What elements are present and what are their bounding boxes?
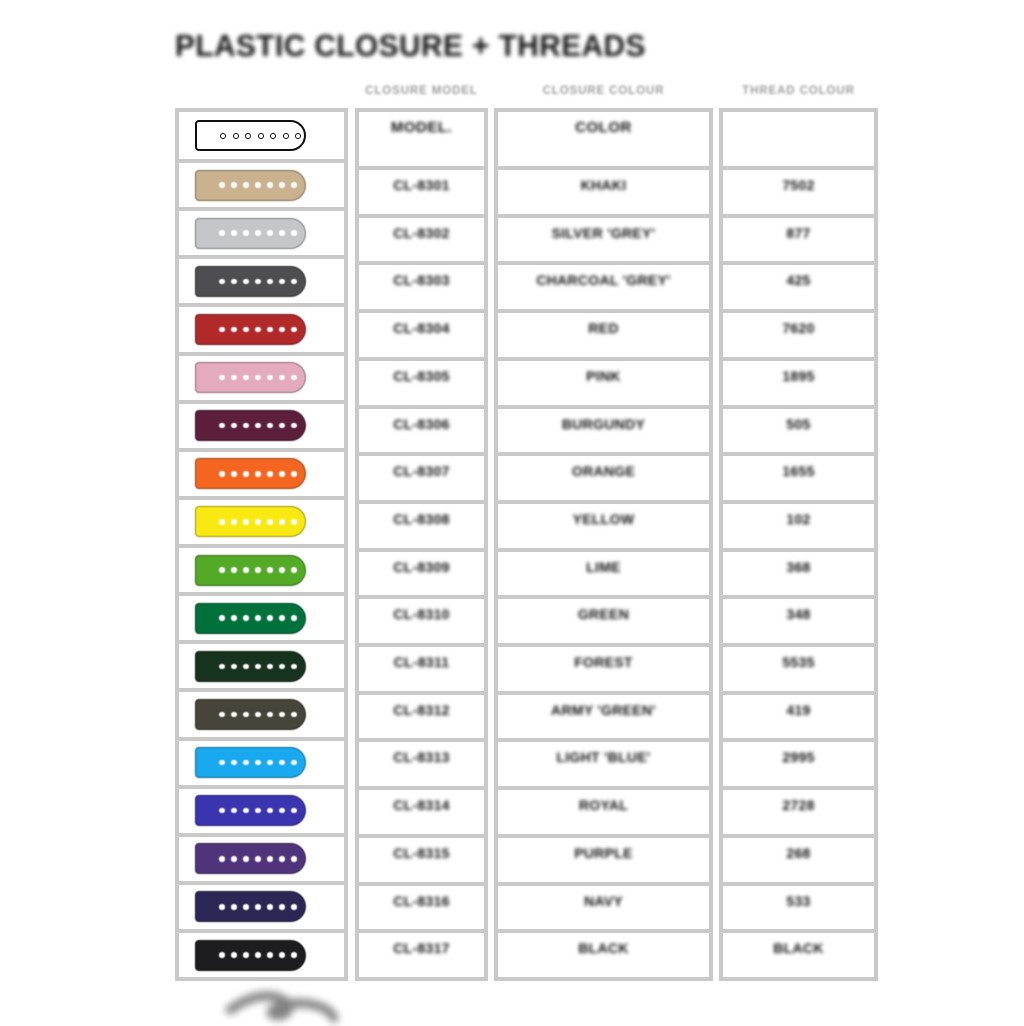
stitch-dot: [279, 471, 285, 477]
stitch-dot: [231, 615, 237, 621]
stitch-dots: [219, 471, 297, 477]
table-row-model-cell: [359, 500, 484, 548]
closure-outline-swatch-icon: [195, 120, 306, 151]
color-name-value: BLACK: [578, 940, 629, 957]
table-row-thread-cell: [723, 261, 874, 309]
stitch-dot: [243, 567, 249, 573]
stitch-dot: [243, 423, 249, 429]
model-value: CL-8309: [393, 558, 450, 575]
stitch-dot: [219, 519, 225, 525]
stitch-dot: [231, 519, 237, 525]
model-value: CL-8305: [393, 367, 450, 384]
stitch-dots: [219, 423, 297, 429]
model-value: CL-8315: [393, 844, 450, 861]
stitch-dot: [219, 471, 225, 477]
stitch-dot: [291, 712, 297, 718]
stitch-dot: [279, 279, 285, 285]
table-row-model-cell: [359, 595, 484, 643]
stitch-dot: [243, 952, 249, 958]
stitch-dot: [219, 230, 225, 236]
stitch-dot: [267, 808, 273, 814]
thread-code-value: 1655: [782, 463, 815, 480]
thread-code-value: BLACK: [773, 940, 824, 957]
stitch-dot: [231, 664, 237, 670]
stitch-dot: [291, 375, 297, 381]
stitch-dot: [219, 904, 225, 910]
closure-strap-swatch-icon: [195, 699, 306, 730]
stitch-dot: [231, 327, 237, 333]
table-row-thread-cell: [723, 452, 874, 500]
stitch-dot: [291, 279, 297, 285]
stitch-dot: [255, 279, 261, 285]
closure-strap-swatch-icon: [195, 362, 306, 393]
stitch-dots: [220, 133, 301, 139]
closure-strap-swatch-icon: [195, 506, 306, 537]
color-name-value: PURPLE: [574, 844, 633, 861]
stitch-dot: [255, 519, 261, 525]
stitch-dot: [267, 471, 273, 477]
color-name-value: ARMY 'GREEN': [551, 701, 656, 718]
stitch-dot: [255, 567, 261, 573]
closure-strap-swatch-icon: [195, 843, 306, 874]
color-name-value: YELLOW: [572, 510, 635, 527]
stitch-dots: [219, 856, 297, 862]
table-row-model-cell: [359, 882, 484, 930]
stitch-dot: [219, 182, 225, 188]
stitch-dot: [291, 567, 297, 573]
stitch-dot: [231, 182, 237, 188]
table-row-thread-cell: [723, 691, 874, 739]
stitch-dot: [243, 327, 249, 333]
closure-strap-swatch-icon: [195, 458, 306, 489]
closure-strap-swatch-icon: [195, 266, 306, 297]
stitch-dots: [219, 952, 297, 958]
thread-code-value: 5535: [782, 654, 815, 671]
model-value: CL-8301: [393, 177, 450, 193]
closure-strap-swatch-icon: [195, 795, 306, 826]
table-row-color-cell: [498, 548, 709, 596]
color-name-value: BURGUNDY: [561, 415, 646, 432]
table-row-model-cell: [359, 786, 484, 834]
table-row-model-cell: [359, 214, 484, 262]
stitch-dot: [255, 856, 261, 862]
stitch-dot: [219, 952, 225, 958]
table-row-model-cell: [359, 548, 484, 596]
table-row-thread-cell: [723, 882, 874, 930]
stitch-dot: [279, 856, 285, 862]
table-row-color-cell: [498, 166, 709, 214]
table-row-model-cell: [359, 309, 484, 357]
stitch-dot: [267, 856, 273, 862]
stitch-dot: [243, 856, 249, 862]
stitch-dot: [291, 471, 297, 477]
table-row-color-cell: [498, 309, 709, 357]
model-value: CL-8316: [393, 892, 450, 909]
stitch-dot: [243, 279, 249, 285]
header-swatch-cell: [179, 112, 344, 159]
stitch-dot: [279, 904, 285, 910]
stitch-dot: [255, 712, 261, 718]
color-name-value: KHAKI: [580, 177, 627, 193]
stitch-dot: [291, 327, 297, 333]
table-row-model-cell: [359, 357, 484, 405]
closure-strap-swatch-icon: [195, 747, 306, 778]
stitch-dot: [255, 808, 261, 814]
table-row-color-cell: [498, 691, 709, 739]
stitch-dot: [219, 567, 225, 573]
stitch-dot: [291, 952, 297, 958]
stitch-dot: [279, 567, 285, 573]
table-row-model-cell: [359, 834, 484, 882]
stitch-dots: [219, 279, 297, 285]
table-row-thread-cell: [723, 786, 874, 834]
table-row-swatch-cell: [179, 255, 344, 303]
table-row-color-cell: [498, 738, 709, 786]
stitch-dot: [267, 952, 273, 958]
stitch-dot: [255, 182, 261, 188]
table-row-color-cell: [498, 357, 709, 405]
stitch-dot: [267, 279, 273, 285]
table-row-color-cell: [498, 882, 709, 930]
stitch-dots: [219, 615, 297, 621]
stitch-dot: [291, 182, 297, 188]
stitch-dot: [267, 327, 273, 333]
stitch-dot: [255, 230, 261, 236]
color-name-value: NAVY: [583, 892, 624, 909]
table-row-color-cell: [498, 929, 709, 977]
table-row-thread-cell: [723, 214, 874, 262]
color-name-value: LIGHT 'BLUE': [556, 749, 651, 766]
model-value: CL-8317: [393, 940, 450, 957]
stitch-dot: [279, 230, 285, 236]
model-value: CL-8310: [393, 606, 450, 623]
thread-code-value: 425: [786, 272, 811, 289]
section-header-closure-colour: CLOSURE COLOUR: [542, 85, 665, 97]
stitch-dot: [255, 423, 261, 429]
model-value: CL-8307: [393, 463, 450, 480]
color-name-value: RED: [588, 320, 619, 337]
closure-strap-swatch-icon: [195, 891, 306, 922]
stitch-dot: [267, 375, 273, 381]
table-row-swatch-cell: [179, 496, 344, 544]
header-color-cell: [498, 112, 709, 166]
model-value: CL-8311: [393, 654, 450, 671]
color-name-value: GREEN: [577, 606, 630, 623]
table-row-thread-cell: [723, 738, 874, 786]
table-row-swatch-cell: [179, 303, 344, 351]
table-row-thread-cell: [723, 643, 874, 691]
table-row-swatch-cell: [179, 833, 344, 881]
model-value: CL-8312: [393, 701, 450, 718]
stitch-dot: [219, 279, 225, 285]
table-row-swatch-cell: [179, 785, 344, 833]
table-row-thread-cell: [723, 166, 874, 214]
closure-strap-swatch-icon: [195, 651, 306, 682]
color-name-value: SILVER 'GREY': [551, 224, 656, 241]
stitch-dots: [219, 904, 297, 910]
table-row-model-cell: [359, 166, 484, 214]
table-row-swatch-cell: [179, 592, 344, 640]
table-row-color-cell: [498, 643, 709, 691]
stitch-dot: [231, 567, 237, 573]
color-header-label: COLOR: [575, 119, 632, 136]
color-name-value: ROYAL: [578, 797, 629, 814]
stitch-dot: [279, 952, 285, 958]
stitch-dot: [219, 856, 225, 862]
header-model-cell: [359, 112, 484, 166]
stitch-dot: [231, 856, 237, 862]
stitch-dot: [279, 760, 285, 766]
stitch-dot: [279, 423, 285, 429]
stitch-dot: [291, 808, 297, 814]
stitch-dots: [219, 808, 297, 814]
closure-strap-swatch-icon: [195, 555, 306, 586]
stitch-dots: [219, 760, 297, 766]
color-name-value: CHARCOAL 'GREY': [536, 272, 671, 289]
color-name-value: LIME: [586, 558, 621, 575]
stitch-dot: [219, 712, 225, 718]
model-value: CL-8314: [393, 797, 450, 814]
stitch-dot: [219, 808, 225, 814]
stitch-dot: [255, 615, 261, 621]
stitch-dot: [279, 712, 285, 718]
stitch-dot: [231, 423, 237, 429]
thread-code-value: 102: [786, 510, 811, 527]
closure-strap-swatch-icon: [195, 940, 306, 971]
table-row-color-cell: [498, 786, 709, 834]
stitch-dots: [219, 327, 297, 333]
closure-strap-swatch-icon: [195, 410, 306, 441]
stitch-dot: [291, 760, 297, 766]
table-row-swatch-cell: [179, 159, 344, 207]
stitch-dot: [279, 519, 285, 525]
section-header-closure-model: CLOSURE MODEL: [365, 85, 478, 97]
closure-strap-swatch-icon: [195, 314, 306, 345]
stitch-dot: [291, 904, 297, 910]
stitch-dot: [231, 279, 237, 285]
stitch-dot: [291, 519, 297, 525]
stitch-dot: [291, 664, 297, 670]
stitch-dot: [243, 904, 249, 910]
stitch-dot: [219, 615, 225, 621]
stitch-dot: [267, 567, 273, 573]
table-row-model-cell: [359, 929, 484, 977]
stitch-dot: [231, 471, 237, 477]
stitch-dots: [219, 230, 297, 236]
closure-strap-swatch-icon: [195, 218, 306, 249]
stitch-dot: [255, 952, 261, 958]
stitch-dot: [255, 375, 261, 381]
stitch-dot: [231, 230, 237, 236]
stitch-dots: [219, 519, 297, 525]
stitch-dot: [267, 760, 273, 766]
stitch-dot: [231, 904, 237, 910]
stitch-dot: [267, 712, 273, 718]
stitch-dot: [291, 423, 297, 429]
table-row-model-cell: [359, 405, 484, 453]
table-row-thread-cell: [723, 595, 874, 643]
stitch-dot: [279, 615, 285, 621]
stitch-dot: [219, 375, 225, 381]
closure-strap-swatch-icon: [195, 170, 306, 201]
stitch-dot: [219, 327, 225, 333]
stitch-dot: [243, 519, 249, 525]
table-row-color-cell: [498, 214, 709, 262]
stitch-dot: [291, 856, 297, 862]
table-row-swatch-cell: [179, 640, 344, 688]
stitch-dots: [219, 375, 297, 381]
table-row-swatch-cell: [179, 929, 344, 977]
stitch-dot: [243, 375, 249, 381]
closure-strap-swatch-icon: [195, 603, 306, 634]
stitch-dot: [219, 760, 225, 766]
stitch-dot: [243, 182, 249, 188]
thread-code-value: 505: [786, 415, 811, 432]
stitch-dots: [219, 664, 297, 670]
table-row-swatch-cell: [179, 448, 344, 496]
table-row-thread-cell: [723, 309, 874, 357]
color-name-column: [494, 108, 713, 981]
stitch-dot: [291, 230, 297, 236]
stitch-dot: [279, 375, 285, 381]
header-thread-cell: [723, 112, 874, 166]
model-header-label: MODEL.: [390, 119, 453, 136]
stitch-dot: [267, 664, 273, 670]
section-header-thread-colour: THREAD COLOUR: [742, 85, 855, 97]
stitch-dot: [219, 664, 225, 670]
color-name-value: PINK: [586, 367, 621, 384]
stitch-dot: [279, 664, 285, 670]
stitch-dot: [279, 808, 285, 814]
stitch-dots: [219, 182, 297, 188]
stitch-dot: [255, 760, 261, 766]
table-row-thread-cell: [723, 405, 874, 453]
thread-code-column: [719, 108, 878, 981]
color-name-value: ORANGE: [571, 463, 636, 480]
stitch-dot: [255, 904, 261, 910]
table-row-swatch-cell: [179, 544, 344, 592]
stitch-dot: [231, 375, 237, 381]
stitch-dot: [267, 230, 273, 236]
swatch-column: [175, 108, 348, 981]
model-value: CL-8303: [393, 272, 450, 289]
stitch-dot: [231, 808, 237, 814]
stitch-dot: [243, 664, 249, 670]
table-row-color-cell: [498, 834, 709, 882]
table-row-thread-cell: [723, 357, 874, 405]
table-row-swatch-cell: [179, 352, 344, 400]
model-value: CL-8302: [393, 224, 450, 241]
stitch-dot: [267, 615, 273, 621]
stitch-dot: [255, 471, 261, 477]
thread-code-value: 348: [786, 606, 811, 623]
table-row-model-cell: [359, 738, 484, 786]
thread-code-value: 2995: [782, 749, 815, 766]
color-name-value: FOREST: [574, 654, 633, 671]
model-value: CL-8306: [393, 415, 450, 432]
table-row-swatch-cell: [179, 400, 344, 448]
page-title: PLASTIC CLOSURE + THREADS: [175, 28, 646, 63]
table-row-color-cell: [498, 500, 709, 548]
thread-code-value: 419: [786, 701, 811, 718]
table-row-color-cell: [498, 405, 709, 453]
stitch-dot: [255, 664, 261, 670]
table-row-thread-cell: [723, 548, 874, 596]
stitch-dot: [243, 760, 249, 766]
stitch-dot: [279, 182, 285, 188]
stitch-dot: [291, 615, 297, 621]
stitch-dot: [243, 712, 249, 718]
table-row-swatch-cell: [179, 881, 344, 929]
thread-code-value: 533: [786, 892, 811, 909]
stitch-dot: [231, 760, 237, 766]
thread-code-value: 368: [786, 558, 811, 575]
table-row-thread-cell: [723, 929, 874, 977]
stitch-dot: [243, 230, 249, 236]
table-row-color-cell: [498, 261, 709, 309]
stitch-dot: [267, 182, 273, 188]
table-row-model-cell: [359, 261, 484, 309]
stitch-dot: [231, 952, 237, 958]
stitch-dot: [231, 712, 237, 718]
ink-smudge-icon: [222, 984, 342, 1026]
table-row-model-cell: [359, 691, 484, 739]
thread-code-value: 2728: [782, 797, 815, 814]
model-value: CL-8304: [393, 320, 450, 337]
stitch-dot: [267, 904, 273, 910]
thread-code-value: 7620: [782, 320, 815, 337]
table-row-swatch-cell: [179, 207, 344, 255]
table-row-color-cell: [498, 595, 709, 643]
stitch-dots: [219, 567, 297, 573]
model-value: CL-8313: [393, 749, 450, 766]
table-row-model-cell: [359, 643, 484, 691]
stitch-dot: [243, 471, 249, 477]
model-value: CL-8308: [393, 510, 450, 527]
stitch-dot: [243, 615, 249, 621]
model-column: [355, 108, 488, 981]
table-row-model-cell: [359, 452, 484, 500]
table-row-thread-cell: [723, 834, 874, 882]
stitch-dot: [255, 327, 261, 333]
stitch-dot: [219, 423, 225, 429]
table-row-thread-cell: [723, 500, 874, 548]
stitch-dot: [243, 808, 249, 814]
thread-code-value: 1895: [782, 367, 815, 384]
stitch-dot: [267, 519, 273, 525]
thread-code-value: 7502: [782, 177, 815, 193]
table-row-color-cell: [498, 452, 709, 500]
table-row-swatch-cell: [179, 737, 344, 785]
thread-code-value: 877: [786, 224, 811, 241]
stitch-dot: [279, 327, 285, 333]
stitch-dots: [219, 712, 297, 718]
stitch-dot: [267, 423, 273, 429]
table-row-swatch-cell: [179, 688, 344, 736]
thread-code-value: 268: [786, 844, 811, 861]
